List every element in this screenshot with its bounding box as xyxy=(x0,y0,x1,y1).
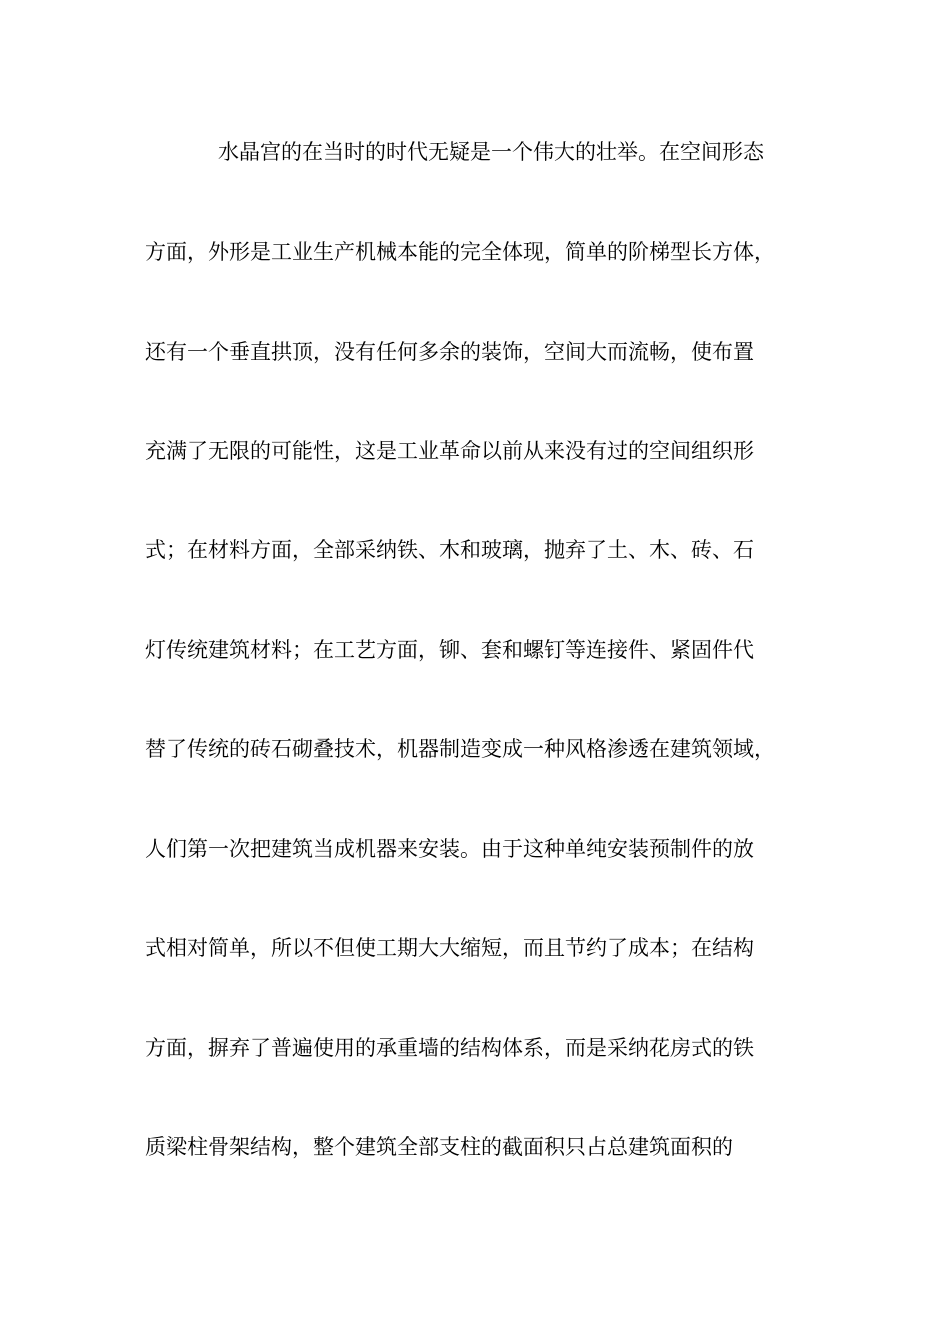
paragraph-line-10: 方面，摒弃了普遍使用的承重墙的结构体系，而是采纳花房式的铁 xyxy=(145,1036,754,1060)
paragraph-line-5: 式；在材料方面，全部采纳铁、木和玻璃，抛弃了土、木、砖、石 xyxy=(145,538,754,562)
paragraph-line-3: 还有一个垂直拱顶，没有任何多余的装饰，空间大而流畅，使布置 xyxy=(145,340,754,364)
paragraph-line-2: 方面，外形是工业生产机械本能的完全体现，简单的阶梯型长方体， xyxy=(145,240,775,264)
paragraph-line-7: 替了传统的砖石砌叠技术，机器制造变成一种风格渗透在建筑领域， xyxy=(145,737,775,761)
paragraph-line-8: 人们第一次把建筑当成机器来安装。由于这种单纯安装预制件的放 xyxy=(145,837,754,861)
paragraph-line-6: 灯传统建筑材料；在工艺方面，铆、套和螺钉等连接件、紧固件代 xyxy=(145,638,754,662)
paragraph-line-9: 式相对简单，所以不但使工期大大缩短，而且节约了成本；在结构 xyxy=(145,936,754,960)
paragraph-line-1: 水晶宫的在当时的时代无疑是一个伟大的壮举。在空间形态 xyxy=(218,140,764,164)
paragraph-line-4: 充满了无限的可能性，这是工业革命以前从来没有过的空间组织形 xyxy=(145,439,754,463)
paragraph-line-11: 质梁柱骨架结构，整个建筑全部支柱的截面积只占总建筑面积的 xyxy=(145,1135,733,1159)
